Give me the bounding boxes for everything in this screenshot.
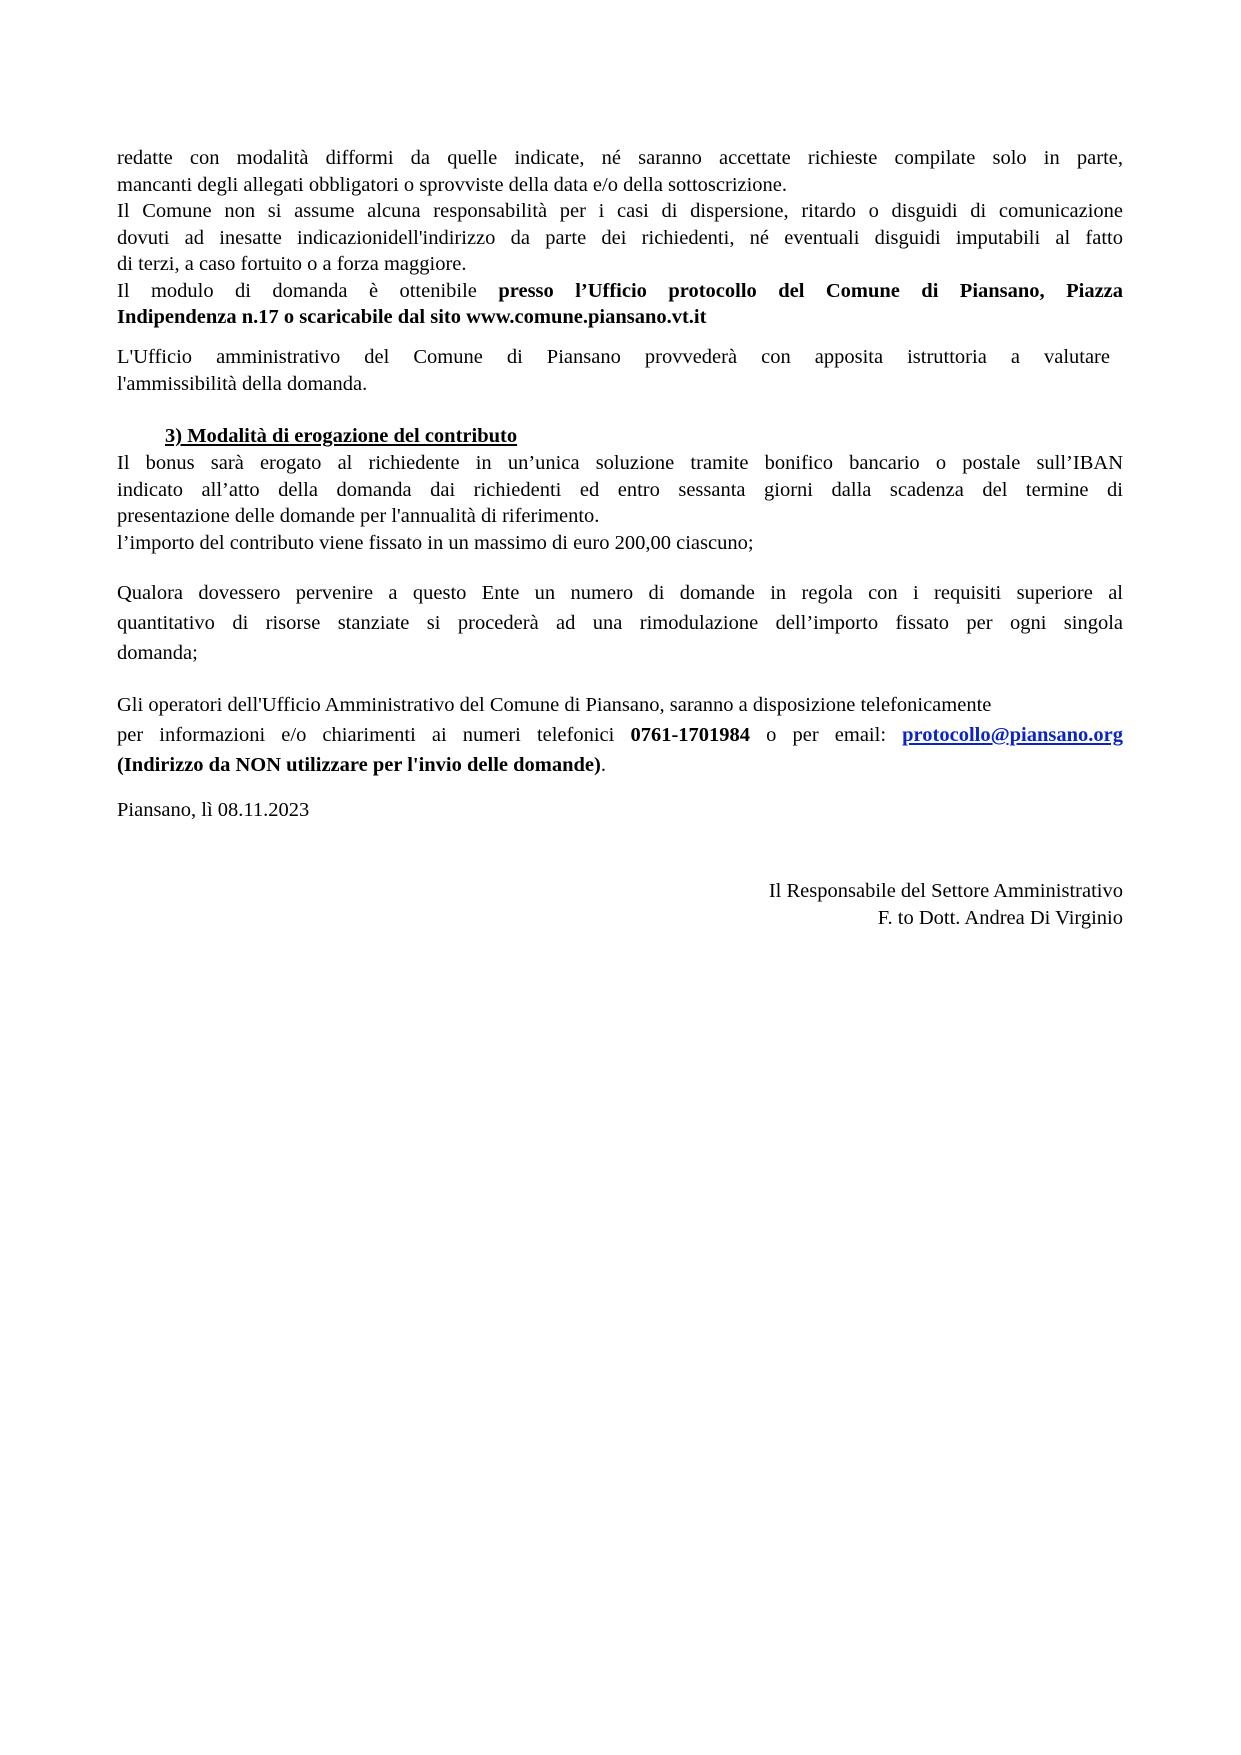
text-line: l'ammissibilità della domanda. [117,372,368,395]
text-line: presentazione delle domande per l'annualità di riferimento. [117,505,600,527]
signatory-role: Il Responsabile del Settore Amministrativo [768,880,1123,902]
paragraph-admissibility [117,344,1110,397]
text-line: indicato all’atto della domanda dai richiedenti ed entro sessanta giorni dalla scadenza del termine di [117,478,1123,501]
signatory-name: F. to Dott. Andrea Di Virginio [877,907,1123,929]
section-heading [117,423,1123,450]
paragraph-payment [117,450,1123,556]
place-date [117,797,1123,824]
phone-number: 0761-1701984 [630,724,751,746]
text-line: mancanti degli allegati obbligatori o sprovviste della data e/o della sottoscrizione. [117,173,788,196]
text-line: dovuti ad inesatte indicazionidell'indirizzo da parte dei richiedenti, né eventuali disguidi imputabili al fatto [117,226,1123,249]
text-line: per informazioni e/o chiarimenti ai numeri telefonici 0761-1701984 o per email: protocollo@piansano.org [117,724,1124,746]
paragraph-submission-rules [117,145,1123,331]
text-line: Indipendenza n.17 o scaricabile dal sito www.comune.piansano.vt.it [117,306,707,328]
text-line: quantitativo di risorse stanziate si procederà ad una rimodulazione dell’importo fissato per ogni singola [117,612,1123,634]
text-line: redatte con modalità difformi da quelle indicate, né saranno accettate richieste compilate solo in parte, [117,147,1123,169]
section-title: 3) Modalità di erogazione del contributo [165,425,518,447]
text-line: L'Ufficio amministrativo del Comune di Piansano provvederà con apposita istruttoria a valutare [117,346,1110,368]
email-link[interactable]: protocollo@piansano.org [902,724,1124,746]
text-line: Il modulo di domanda è ottenibile presso l’Ufficio protocollo del Comune di Piansano, Piazza [117,279,1124,302]
text-line: (Indirizzo da NON utilizzare per l'invio delle domande). [117,754,606,776]
date-line: Piansano, lì 08.11.2023 [117,799,310,821]
text-line: Il bonus sarà erogato al richiedente in un’unica soluzione tramite bonifico bancario o postale sull’IBAN [117,452,1123,474]
paragraph-contacts [117,690,1123,780]
text-line: l’importo del contributo viene fissato in un massimo di euro 200,00 ciascuno; [117,531,754,554]
text-line: domanda; [117,642,198,664]
text-line: di terzi, a caso fortuito o a forza maggiore. [117,253,467,275]
text-line: Gli operatori dell'Ufficio Amministrativo del Comune di Piansano, saranno a disposizione telefonicamente [117,694,992,716]
paragraph-remodulation [117,578,1123,668]
signature-block [769,878,1123,932]
text-line: Qualora dovessero pervenire a questo Ente un numero di domande in regola con i requisiti superiore al [117,582,1123,604]
text-line: Il Comune non si assume alcuna responsabilità per i casi di dispersione, ritardo o disguidi di comunicazione [117,200,1123,222]
